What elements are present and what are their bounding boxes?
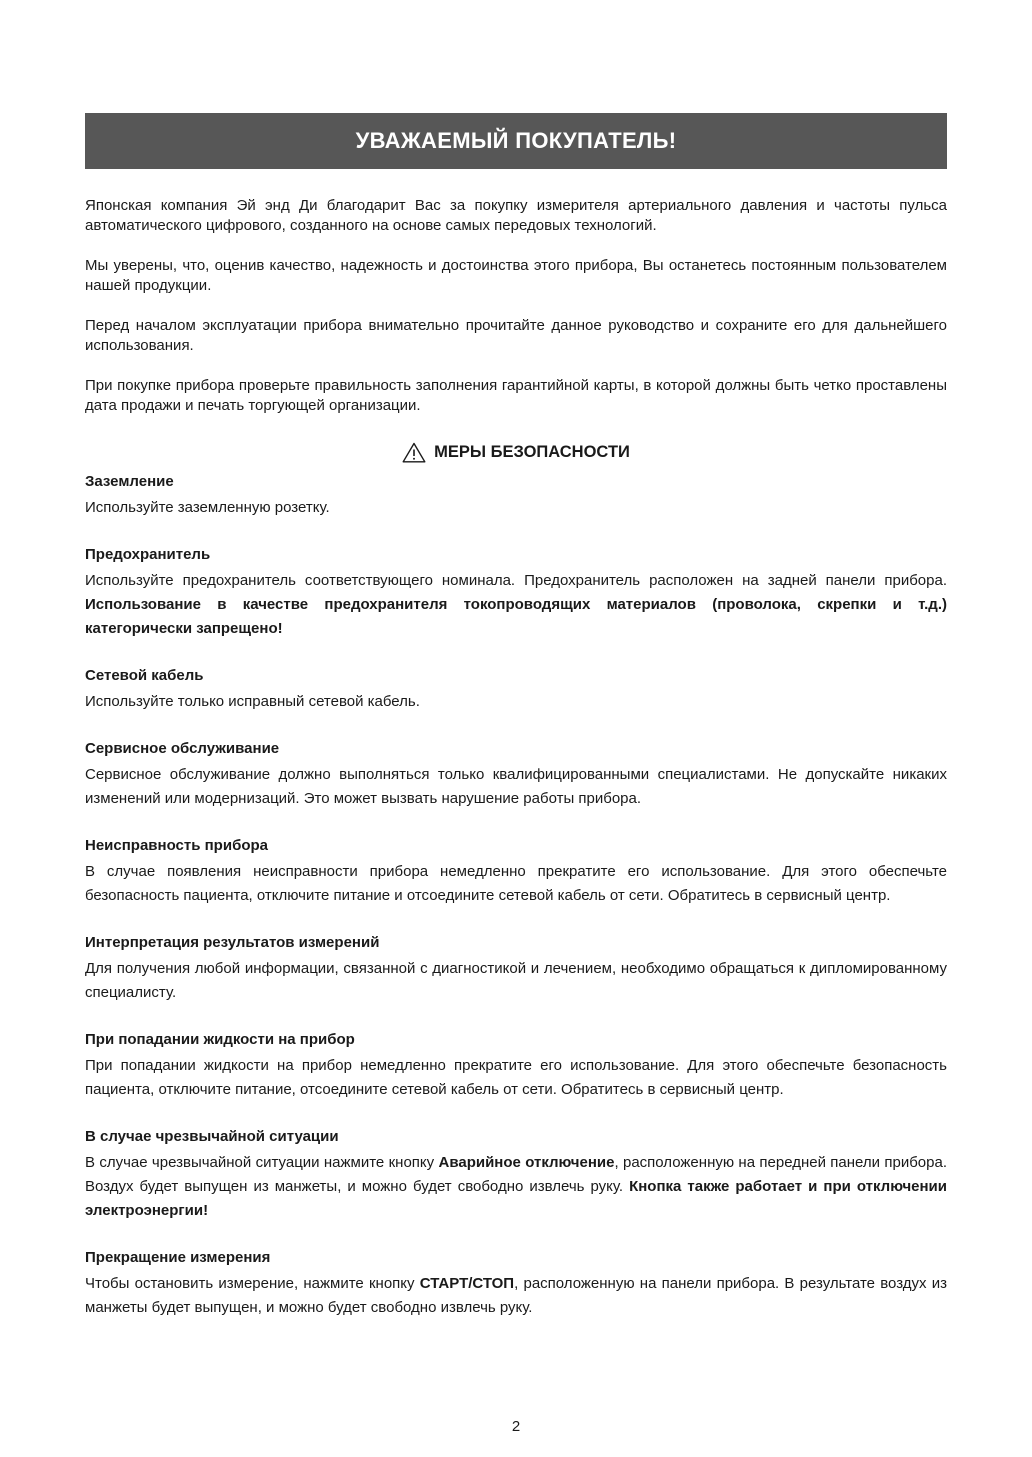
- header-banner: [85, 113, 947, 169]
- safety-title-text: МЕРЫ БЕЗОПАСНОСТИ: [434, 442, 630, 461]
- section-grounding: [85, 468, 947, 520]
- section-text: Используйте предохранитель соответствующего номинала. Предохранитель расположен на задней панели прибора. Использование в качестве предохранителя токопроводящих материалов (проволока, скрепки и т.д.) категорически запрещено!: [85, 572, 947, 637]
- safety-title: [85, 440, 947, 464]
- safety-sections: [85, 468, 947, 1341]
- intro-paragraph-3: Перед началом эксплуатации прибора внимательно прочитайте данное руководство и сохраните его для дальнейшего использования.: [85, 317, 947, 354]
- header-title: УВАЖАЕМЫЙ ПОКУПАТЕЛЬ!: [355, 128, 677, 153]
- section-text: При попадании жидкости на прибор немедленно прекратите его использование. Для этого обеспечьте безопасность пациента, отключите питание, отсоедините сетевой кабель от сети. Обратитесь в сервисный центр.: [85, 1057, 947, 1098]
- warning-triangle-icon: [402, 442, 426, 463]
- page-number: 2: [511, 1418, 521, 1435]
- section-power-cable: [85, 662, 947, 714]
- emergency-button-name: Аварийное отключение: [438, 1154, 615, 1171]
- section-text: Чтобы остановить измерение, нажмите кнопку СТАРТ/СТОП, расположенную на панели прибора. В результате воздух из манжеты будет выпущен, и можно будет свободно извлечь руку.: [85, 1275, 947, 1316]
- section-text: В случае появления неисправности прибора немедленно прекратите его использование. Для этого обеспечьте безопасность пациента, отключите питание и отсоедините сетевой кабель от сети. Обратитесь в сервисный центр.: [85, 863, 947, 904]
- section-heading: Неисправность прибора: [85, 837, 269, 854]
- section-heading: Интерпретация результатов измерений: [85, 934, 380, 951]
- section-heading: При попадании жидкости на прибор: [85, 1031, 355, 1048]
- section-emergency: [85, 1123, 947, 1223]
- section-malfunction: [85, 832, 947, 908]
- section-fuse: [85, 541, 947, 641]
- intro-paragraph-2: Мы уверены, что, оценив качество, надежность и достоинства этого прибора, Вы останетесь постоянным пользователем нашей продукции.: [85, 257, 947, 294]
- section-heading: Прекращение измерения: [85, 1249, 271, 1266]
- fuse-warning: Использование в качестве предохранителя токопроводящих материалов (проволока, скрепки и т.д.) категорически запрещено!: [85, 596, 947, 637]
- intro-paragraph-4: При покупке прибора проверьте правильность заполнения гарантийной карты, в которой должны быть четко проставлены дата продажи и печать торгующей организации.: [85, 377, 947, 414]
- emergency-warning: Кнопка также работает и при отключении электроэнергии!: [85, 1178, 947, 1219]
- section-heading: В случае чрезвычайной ситуации: [85, 1128, 339, 1145]
- intro-paragraph-1: Японская компания Эй энд Ди благодарит Вас за покупку измерителя артериального давления и частоты пульса автоматического цифрового, созданного на основе самых передовых технологий.: [85, 197, 947, 234]
- section-interpretation: [85, 929, 947, 1005]
- section-heading: Сетевой кабель: [85, 667, 204, 684]
- section-text: Используйте только исправный сетевой кабель.: [85, 693, 420, 710]
- section-service: [85, 735, 947, 811]
- section-liquid: [85, 1026, 947, 1102]
- section-text: Используйте заземленную розетку.: [85, 499, 330, 516]
- section-heading: Сервисное обслуживание: [85, 740, 280, 757]
- section-heading: Заземление: [85, 473, 174, 490]
- section-text: Сервисное обслуживание должно выполняться только квалифицированными специалистами. Не допускайте никаких изменений или модернизаций. Это может вызвать нарушение работы прибора.: [85, 766, 947, 807]
- start-stop-button-name: СТАРТ/СТОП: [419, 1275, 515, 1292]
- section-stop-measurement: [85, 1244, 947, 1320]
- section-text: Для получения любой информации, связанной с диагностикой и лечением, необходимо обращаться к дипломированному специалисту.: [85, 960, 947, 1001]
- section-text: В случае чрезвычайной ситуации нажмите кнопку Аварийное отключение, расположенную на передней панели прибора. Воздух будет выпущен из манжеты, и можно будет свободно извлечь руку. Кнопка также работает и при отключении электроэнергии!: [85, 1154, 948, 1219]
- section-heading: Предохранитель: [85, 546, 211, 563]
